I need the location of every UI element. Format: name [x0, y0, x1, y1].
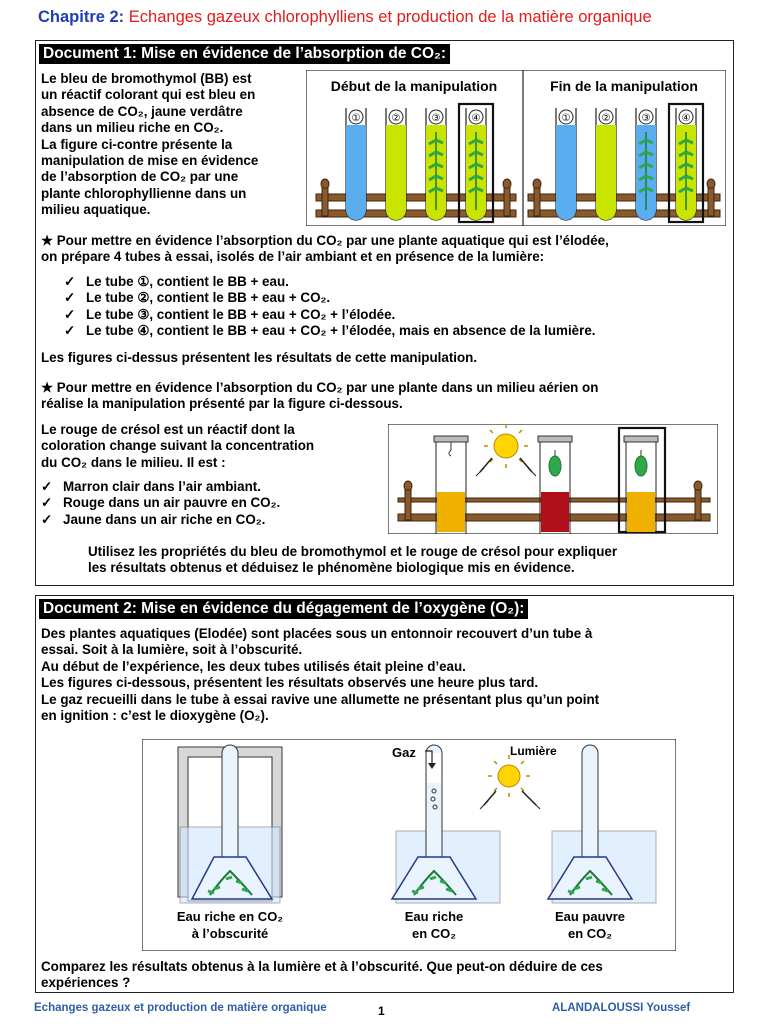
doc1-aerial-intro: ★ Pour mettre en évidence l’absorption du CO₂ par une plante dans un milieu aérien on réalise la manipulation présenté par la figure ci-dessous. [41, 380, 599, 412]
svg-text:③: ③ [431, 113, 441, 124]
chapter-heading [38, 8, 652, 27]
document-2-heading: Document 2: Mise en évidence du dégagement de l’oxygène (O₂): [39, 599, 528, 619]
list-item: ✓ Le tube ①, contient le BB + eau. [64, 274, 289, 289]
svg-text:④: ④ [681, 113, 691, 124]
footer-right: ALANDALOUSSI Youssef [552, 1002, 691, 1014]
page-number: 1 [378, 1004, 385, 1018]
cresol-figure [388, 424, 718, 534]
chapter-title: Echanges gazeux chlorophylliens et production de la matière organique [128, 8, 652, 26]
list-item: ✓ Le tube ②, contient le BB + eau + CO₂. [64, 290, 331, 306]
caption-3-line-2: en CO₂ [567, 926, 613, 941]
caption-2-line-2: en CO₂ [411, 926, 457, 941]
doc1-aquatic-intro: ★ Pour mettre en évidence l’absorption du CO₂ par une plante aquatique qui est l’élodée, on prépare 4 tubes à essai, isolés de l’air ambiant et en présence de la lumière: [41, 233, 609, 265]
list-item: ✓ Le tube ③, contient le BB + eau + CO₂ + l’élodée. [64, 306, 396, 322]
svg-text:①: ① [351, 113, 361, 124]
doc2-question: Comparez les résultats obtenus à la lumière et à l’obscurité. Que peut-on déduire de ces expériences ? [41, 959, 603, 991]
svg-text:②: ② [601, 113, 611, 124]
caption-3-line-1: Eau pauvre [554, 909, 626, 924]
list-item: ✓ Le tube ④, contient le BB + eau + CO₂ + l’élodée, mais en absence de la lumière. [64, 323, 596, 339]
document-1-heading: Document 1: Mise en évidence de l’absorption de CO₂: [39, 44, 450, 64]
list-item: ✓ Marron clair dans l’air ambiant. [41, 479, 261, 494]
caption-1-line-1: Eau riche en CO₂ [176, 909, 284, 924]
doc1-results-line: Les figures ci-dessus présentent les résultats de cette manipulation. [41, 350, 478, 365]
chapter-label: Chapitre 2: [38, 8, 125, 26]
bromothymol-figure [306, 70, 726, 226]
svg-text:③: ③ [641, 113, 651, 124]
light-label: Lumière [510, 744, 557, 758]
gas-label: Gaz [392, 745, 416, 760]
setup-dark [178, 745, 282, 903]
doc1-cresol-list [41, 479, 280, 528]
doc1-cresol-intro: Le rouge de crésol est un réactif dont la coloration change suivant la concentration du CO₂ dans le milieu. Il est : [41, 422, 315, 470]
doc2-intro: Des plantes aquatiques (Elodée) sont placées sous un entonnoir recouvert d’un tube à essai. Soit à la lumière, soit à l’obscurité. Au début de l’expérience, les deux tubes utilisés était pleine d’eau. Les figures ci-dessous, présentent les résultats observés une heure plus tard. Le gaz recueilli dans le tube à essai ravive une allumette ne présentant plus qu’un point en ignition : c’est le dioxygène (O₂). [41, 626, 600, 724]
caption-1-line-2: à l’obscurité [191, 926, 269, 941]
list-item: ✓ Jaune dans un air riche en CO₂. [41, 511, 266, 527]
doc1-intro: Le bleu de bromothymol (BB) est un réactif colorant qui est bleu en absence de CO₂, jaune verdâtre dans un milieu riche en CO₂. La figure ci-contre présente la manipulation de mise en évidence de l’absorption de CO₂ par une plante chlorophyllienne dans un milieu aquatique. [41, 71, 259, 218]
svg-text:①: ① [561, 113, 571, 124]
document-1 [35, 40, 734, 586]
svg-text:④: ④ [471, 113, 481, 124]
doc1-tube-list [64, 274, 596, 340]
footer-left: Echanges gazeux et production de matière organique [34, 1002, 327, 1014]
oxygen-figure [142, 739, 676, 951]
doc1-question: Utilisez les propriétés du bleu de bromothymol et le rouge de crésol pour expliquer les résultats obtenus et déduisez le phénomène biologique mis en évidence. [88, 544, 618, 576]
document-2 [35, 595, 734, 993]
fig-start-label: Début de la manipulation [330, 78, 498, 94]
list-item: ✓ Rouge dans un air pauvre en CO₂. [41, 495, 281, 511]
svg-text:②: ② [391, 113, 401, 124]
caption-2-line-1: Eau riche [404, 909, 464, 924]
fig-end-label: Fin de la manipulation [550, 78, 698, 94]
